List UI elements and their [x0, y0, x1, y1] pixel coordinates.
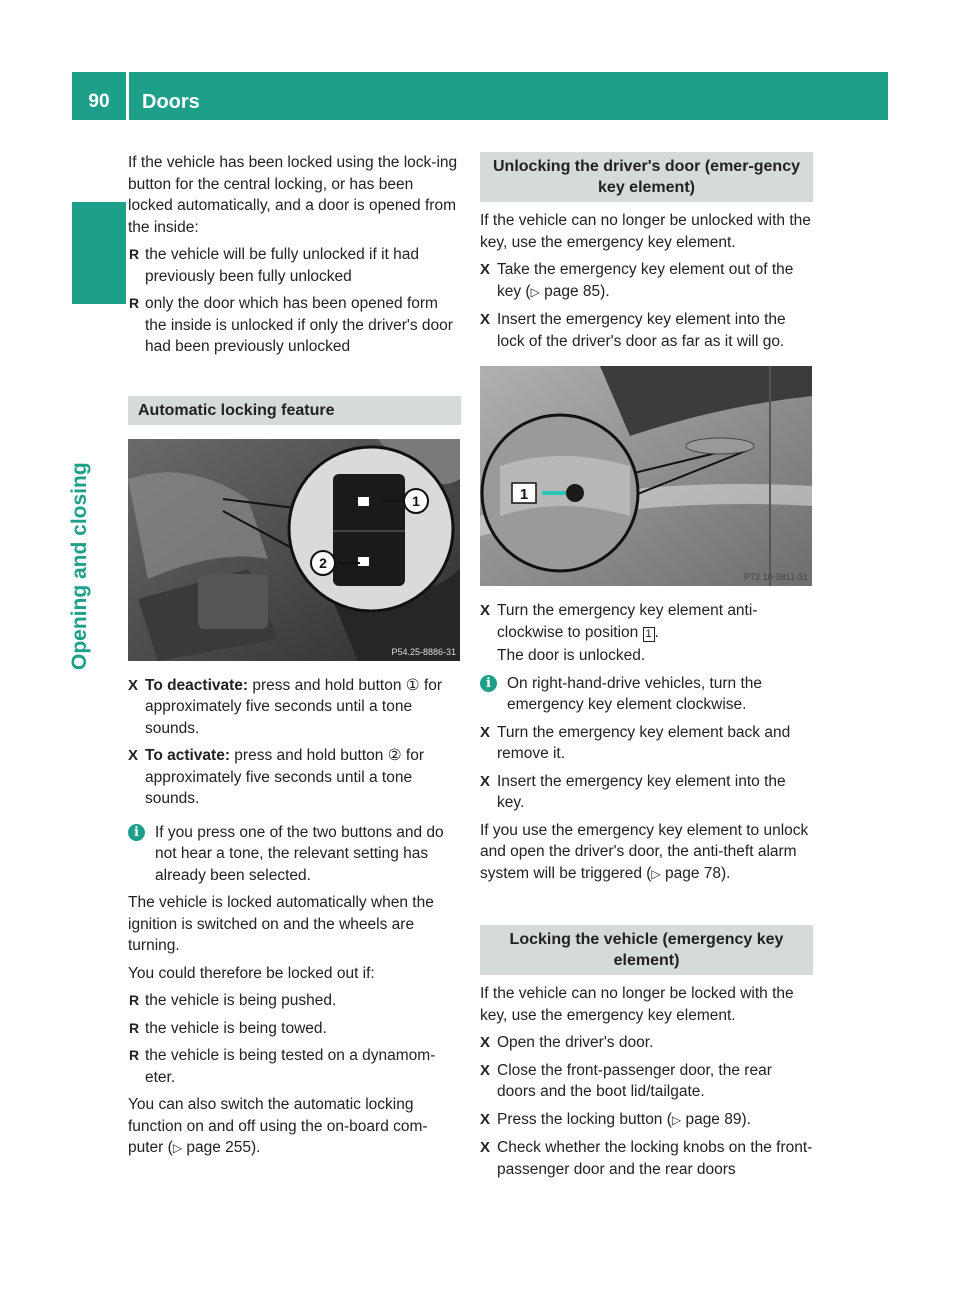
step-text: Take the emergency key element out of the key (: [497, 261, 794, 300]
list-item: R the vehicle is being pushed.: [128, 990, 461, 1012]
page-number: 90: [88, 91, 110, 112]
sidebar-marker: [72, 202, 126, 304]
figure-callout-2: 2: [319, 554, 327, 571]
info-note: [480, 673, 813, 716]
step-text: press and hold button ② for approximately five seconds until a tone sounds.: [145, 747, 424, 807]
figure-callout-1: 1: [412, 492, 420, 509]
step-result: The door is unlocked.: [497, 647, 646, 664]
paragraph-text: You can also switch the automatic locking function on and off using the on-board com-puter (: [128, 1096, 428, 1156]
page-ref-arrow-icon: ▷: [530, 284, 540, 299]
paragraph: The vehicle is locked automatically when the ignition is switched on and the wheels are turning.: [128, 894, 434, 954]
section-sidebar: [68, 122, 126, 1230]
intro-paragraph: If the vehicle has been locked using the lock-ing button for the central locking, or has been locked automatically, and a door is opened from the inside:: [128, 154, 458, 236]
step-text: press and hold button ① for approximately five seconds until a tone sounds.: [145, 676, 443, 737]
left-column: [128, 152, 461, 1166]
instruction-step: [480, 259, 813, 303]
info-icon: i: [480, 675, 497, 692]
instruction-step: X Insert the emergency key element into the key.: [480, 771, 813, 814]
info-text: If you press one of the two buttons and do not hear a tone, the relevant setting has already been selected.: [155, 823, 444, 884]
section-heading-locking: Locking the vehicle (emergency key element): [480, 925, 813, 975]
info-icon: i: [128, 824, 145, 841]
figure-code: P54.25-8886-31: [391, 646, 456, 657]
page-ref-arrow-icon: ▷: [651, 866, 661, 881]
list-item: R the vehicle is being towed.: [128, 1018, 461, 1040]
right-column: [480, 152, 813, 1186]
figure-callout-1: 1: [519, 486, 529, 503]
paragraph: If the vehicle can no longer be locked with the key, use the emergency key element.: [480, 985, 794, 1024]
instruction-step: X Turn the emergency key element back and remove it.: [480, 722, 813, 765]
paragraph-text: page 78).: [660, 864, 731, 882]
paragraph-text: page 255).: [182, 1139, 261, 1156]
page-ref-arrow-icon: ▷: [172, 1141, 183, 1155]
list-item: R the vehicle is being tested on a dynamom-eter.: [128, 1045, 461, 1088]
figure-code: P72.10-3811-31: [744, 572, 808, 582]
paragraph-text: If you use the emergency key element to unlock and open the driver's door, the anti-theft alarm system will be triggered (: [480, 821, 809, 882]
list-item: R the vehicle will be fully unlocked if it had previously been fully unlocked: [128, 244, 461, 287]
step-text: page 85).: [539, 282, 610, 300]
door-panel-illustration: [128, 439, 460, 661]
section-heading-unlocking: Unlocking the driver's door (emer-gency key element): [480, 152, 813, 202]
paragraph: [480, 820, 813, 886]
step-label: To activate:: [145, 747, 230, 764]
automatic-locking-figure: [128, 439, 460, 661]
page-title: Doors: [142, 91, 200, 113]
emergency-key-figure: [480, 366, 812, 586]
page-ref-arrow-icon: ▷: [671, 1112, 682, 1127]
instruction-step: [480, 600, 813, 643]
page-header: [72, 72, 888, 120]
paragraph: [128, 1094, 461, 1160]
position-box: 1: [643, 627, 655, 642]
list-item: R only the door which has been opened form the inside is unlocked if only the driver's door had been previously unlocked: [128, 293, 461, 358]
instruction-step: [128, 745, 461, 810]
instruction-step: X Insert the emergency key element into the lock of the driver's door as far as it will go.: [480, 309, 813, 352]
step-label: To deactivate:: [145, 676, 249, 694]
instruction-step: X Open the driver's door.: [480, 1032, 813, 1054]
instruction-step: [128, 675, 461, 740]
step-text: .: [654, 623, 659, 641]
car-door-illustration: [480, 366, 812, 586]
step-text: page 89).: [681, 1110, 751, 1128]
section-label: Opening and closing: [68, 462, 91, 670]
step-text: Turn the emergency key element anti-clockwise to position: [497, 602, 758, 641]
instruction-step: X Close the front-passenger door, the rear doors and the boot lid/tailgate.: [480, 1060, 813, 1103]
instruction-step: [480, 1109, 813, 1132]
step-text: Press the locking button (: [497, 1110, 672, 1128]
header-separator: [126, 72, 129, 120]
paragraph: If the vehicle can no longer be unlocked with the key, use the emergency key element.: [480, 212, 811, 251]
instruction-step: X Check whether the locking knobs on the front-passenger door and the rear doors: [480, 1137, 813, 1180]
section-heading-automatic-locking: Automatic locking feature: [128, 396, 461, 425]
info-text: On right-hand-drive vehicles, turn the emergency key element clockwise.: [507, 674, 763, 713]
info-note: [128, 822, 461, 887]
paragraph: You could therefore be locked out if:: [128, 964, 375, 982]
